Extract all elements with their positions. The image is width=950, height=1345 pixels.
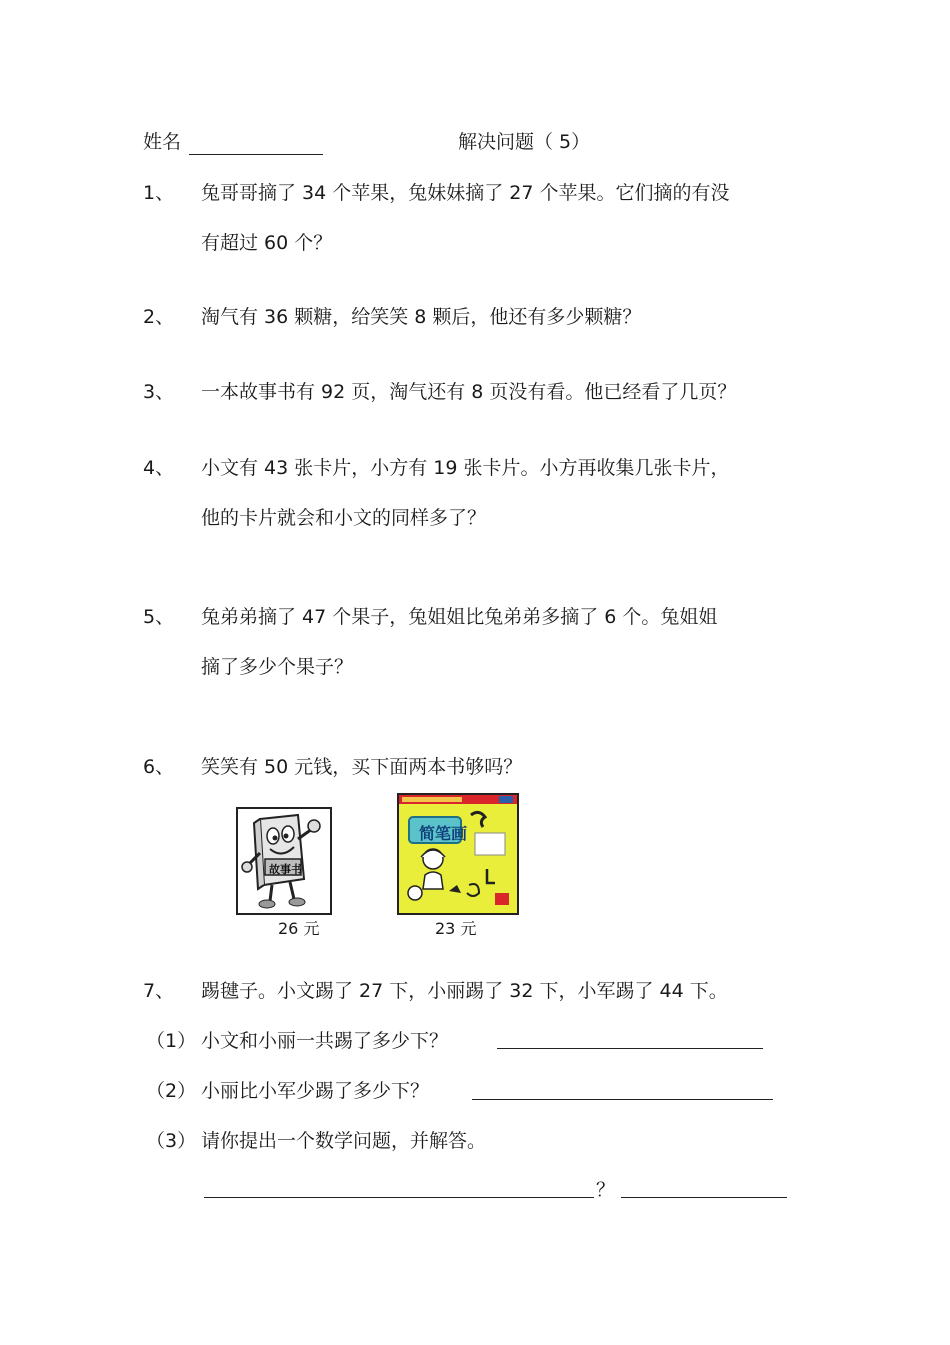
- q7-sub2-text: 小丽比小军少踢了多少下？: [201, 1080, 430, 1102]
- q5-text-line2: 摘了多少个果子？: [201, 656, 354, 678]
- q7-sub1-answer-blank[interactable]: [497, 1048, 763, 1049]
- name-blank[interactable]: [189, 154, 323, 155]
- q1-text-line1: 兔哥哥摘了 34 个苹果，兔妹妹摘了 27 个苹果。它们摘的有没: [201, 182, 730, 204]
- q2-text: 淘气有 36 颗糖，给笑笑 8 颗后，他还有多少颗糖？: [201, 306, 642, 328]
- q7-sub3-question-mark: ？: [596, 1179, 616, 1201]
- q7-sub3-number: （3）: [146, 1130, 197, 1152]
- q4-text-line1: 小文有 43 张卡片，小方有 19 张卡片。小方再收集几张卡片，: [201, 457, 730, 479]
- drawing-book-cover-text: 简笔画: [419, 824, 468, 843]
- drawing-book-price: 23 元: [435, 919, 477, 938]
- q7-number: 7、: [143, 980, 175, 1002]
- q3-text: 一本故事书有 92 页，淘气还有 8 页没有看。他已经看了几页？: [201, 381, 737, 403]
- q5-number: 5、: [143, 606, 175, 628]
- q7-sub1-text: 小文和小丽一共踢了多少下？: [201, 1030, 449, 1052]
- q7-text: 踢毽子。小文踢了 27 下，小丽踢了 32 下，小军踢了 44 下。: [201, 980, 728, 1002]
- q4-number: 4、: [143, 457, 175, 479]
- q4-text-line2: 他的卡片就会和小文的同样多了？: [201, 507, 487, 529]
- name-label: 姓名: [143, 131, 182, 153]
- q5-text-line1: 兔弟弟摘了 47 个果子，兔姐姐比兔弟弟多摘了 6 个。兔姐姐: [201, 606, 718, 628]
- drawing-book-image: [397, 793, 519, 915]
- drawing-book-cover-icon: [399, 795, 517, 913]
- q7-sub2-answer-blank[interactable]: [472, 1099, 773, 1100]
- q1-text-line2: 有超过 60 个？: [201, 232, 333, 254]
- q3-number: 3、: [143, 381, 175, 403]
- story-book-cover-text: 故事书: [269, 863, 302, 876]
- q6-text: 笑笑有 50 元钱，买下面两本书够吗？: [201, 756, 523, 778]
- story-book-price: 26 元: [278, 919, 320, 938]
- story-book-image: [236, 807, 332, 915]
- q2-number: 2、: [143, 306, 175, 328]
- q7-sub3-question-blank[interactable]: [204, 1197, 594, 1198]
- q7-sub2-number: （2）: [146, 1080, 197, 1102]
- q7-sub3-answer-blank[interactable]: [621, 1197, 787, 1198]
- page-title: 解决问题（ 5）: [458, 131, 591, 153]
- q6-number: 6、: [143, 756, 175, 778]
- q7-sub3-text: 请你提出一个数学问题，并解答。: [201, 1130, 487, 1152]
- q7-sub1-number: （1）: [146, 1030, 197, 1052]
- q1-number: 1、: [143, 182, 175, 204]
